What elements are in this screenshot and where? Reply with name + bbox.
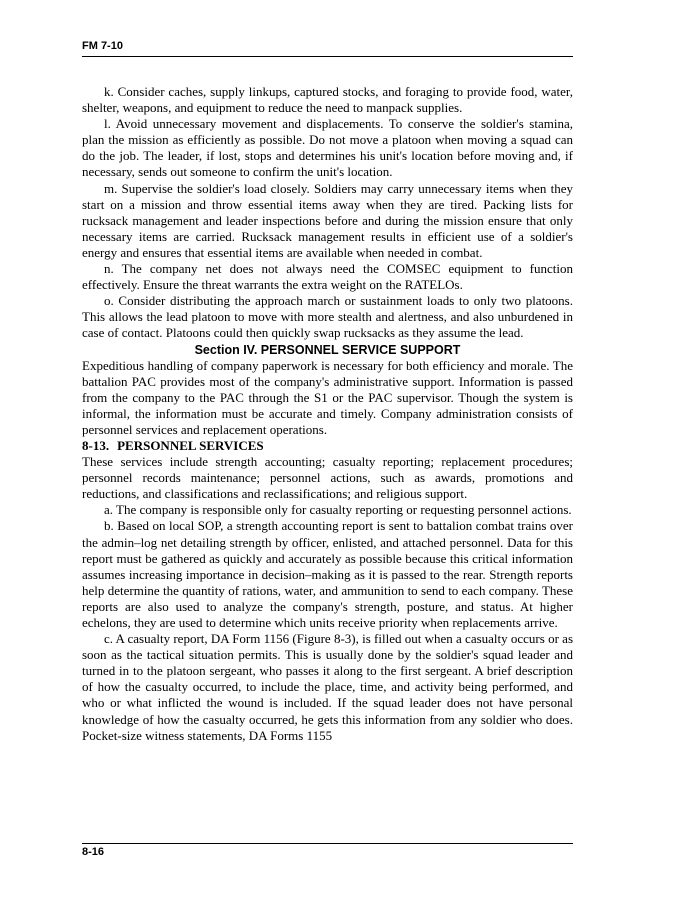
paragraph-item-b: b. Based on local SOP, a strength accounting report is sent to battalion combat trains over the admin–log net detailing strength by officer, enlisted, and attached personnel. Data for this report must be gathered as quickly and accurately as possible because this critical information assumes increasing importance in decision–making as it is passed to the rear. Strength reports help determine the quantity of rations, water, and ammunition to send to each company. These reports are also used to analyze the company's strength, posture, and status. At higher echelons, they are used to determine which units receive priority when replacements arrive. — [82, 518, 573, 630]
footer-rule — [82, 843, 573, 844]
paragraph-item-a: a. The company is responsible only for casualty reporting or requesting personnel actions. — [104, 502, 572, 518]
list-item-m: m. Supervise the soldier's load closely. Soldiers may carry unnecessary items when they start on a mission and throw essential items away when they are tired. Packing lists for rucksack management and leader inspections before and during the mission ensure that only necessary items are carried. Rucksack management results in efficient use of a soldier's energy and ensures that essential items are available when needed in combat. — [82, 180, 573, 260]
paragraph-title: PERSONNEL SERVICES — [117, 437, 264, 453]
page-body — [82, 84, 573, 744]
list-item-n: n. The company net does not always need the COMSEC equipment to function effectively. Ensure the threat warrants the extra weight on the RATELOs. — [82, 261, 573, 293]
paragraph-heading — [82, 438, 573, 454]
section-intro: Expeditious handling of company paperwork is necessary for both efficiency and morale. The battalion PAC provides most of the company's administrative support. Information is passed from the company to the PAC through the S1 or the PAC supervisor. Though the system is informal, the information must be accurate and timely. Company administration consists of personnel services and replacement operations. — [82, 357, 573, 437]
list-item-o: o. Consider distributing the approach march or sustainment loads to only two platoons. This allows the lead platoon to move with more stealth and alertness, and also unburdened in case of contact. Platoons could then quickly swap rucksacks as they assume the lead. — [82, 293, 573, 341]
list-item-k: k. Consider caches, supply linkups, captured stocks, and foraging to provide food, water, shelter, weapons, and equipment to reduce the need to manpack supplies. — [82, 84, 573, 116]
section-title: Section IV. PERSONNEL SERVICE SUPPORT — [194, 342, 461, 357]
paragraph-item-c: c. A casualty report, DA Form 1156 (Figure 8-3), is filled out when a casualty occurs or as soon as the tactical situation permits. This is usually done by the soldier's squad leader and turned in to the platoon sergeant, who passes it along to the first sergeant. A brief description of how the casualty occurred, to include the place, time, and activity being performed, and who or what inflicted the wound is included. If the squad leader does not have personal knowledge of how the casualty occurred, he gets this information from any soldier who does. Pocket-size witness statements, DA Forms 1155 — [82, 631, 573, 743]
page-number: 8-16 — [82, 846, 105, 858]
paragraph-intro: These services include strength accounting; casualty reporting; replacement procedures; personnel records maintenance; personnel actions, such as awards, promotions and reductions, and classifications and reclassifications; and religious support. — [82, 454, 573, 502]
header-rule — [82, 56, 573, 57]
paragraph-number: 8-13. — [82, 437, 110, 453]
page-header-label: FM 7-10 — [82, 40, 123, 52]
list-item-l: l. Avoid unnecessary movement and displacements. To conserve the soldier's stamina, plan the mission as efficiently as possible. Do not move a platoon when moving a squad can do the job. The leader, if lost, stops and determines his unit's location before moving and, if necessary, sends out someone to confirm the unit's location. — [82, 116, 573, 180]
